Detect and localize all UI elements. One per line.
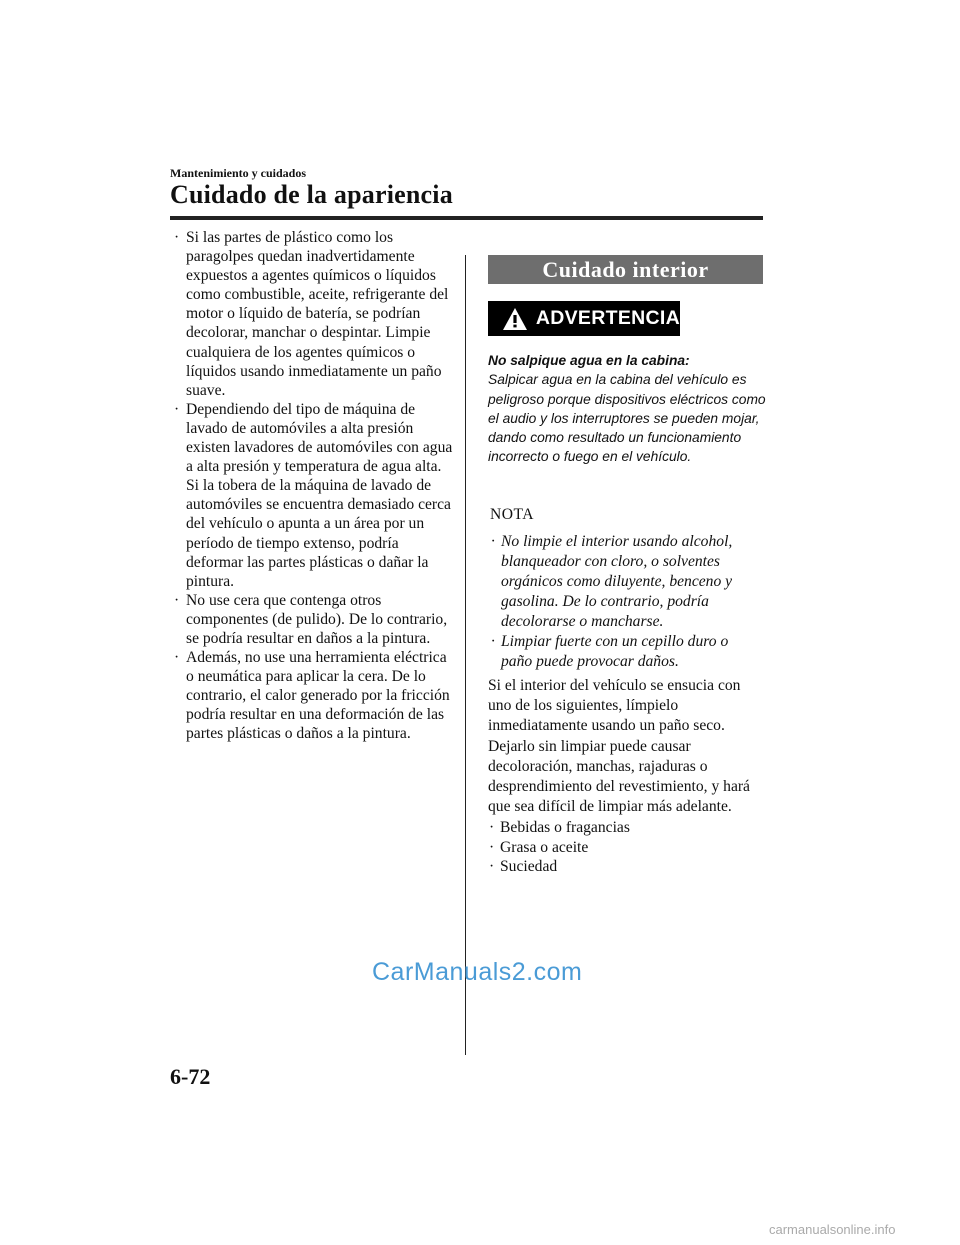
section-banner: Cuidado interior: [488, 255, 763, 284]
warning-badge: [488, 301, 680, 336]
bullet-icon: ·: [489, 858, 495, 875]
bullet-icon: ·: [174, 400, 180, 418]
bullet-icon: ·: [489, 819, 495, 836]
list-item: · Limpiar fuerte con un cepillo duro o paño puede provocar daños.: [491, 633, 729, 670]
list-item: · Suciedad: [489, 858, 558, 875]
bullet-icon: ·: [491, 533, 495, 550]
list-item: · Bebidas o fragancias: [489, 819, 630, 836]
list-item: · No use cera que contenga otros componentes (de pulido). De lo contrario, se podría resultar en daños a la pintura.: [174, 591, 448, 647]
interior-paragraph: Si el interior del vehículo se ensucia con uno de los siguientes, límpielo inmediatamente usando un paño seco. Dejarlo sin limpiar puede causar decoloración, manchas, rajaduras o desprendimiento del revestimiento, y hará que sea difícil de limpiar más adelante.: [488, 677, 750, 816]
warning-label: ADVERTENCIA: [535, 307, 680, 329]
soil-list: [488, 818, 758, 877]
warning-text: [488, 351, 766, 467]
page-title: Cuidado de la apariencia: [170, 180, 453, 209]
bullet-icon: ·: [491, 633, 495, 650]
column-divider: [465, 255, 466, 1055]
list-item: · Si las partes de plástico como los paragolpes quedan inadvertidamente expuestos a agentes químicos o líquidos como combustible, aceite, refrigerante del motor o líquido de batería, se podrían decolorar, manchar o despintar. Limpie cualquiera de los agentes químicos o líquidos usando inmediatamente un paño suave.: [174, 229, 449, 399]
footer-url: carmanualsonline.info: [769, 1222, 896, 1237]
left-column: [172, 228, 457, 744]
list-item: · Grasa o aceite: [489, 838, 589, 856]
list-item: · Además, no use una herramienta eléctrica o neumática para aplicar la cera. De lo contrario, el calor generado por la fricción podría resultar en una deformación de las partes plásticas o daños a la pintura.: [174, 649, 450, 743]
bullet-icon: ·: [174, 649, 180, 667]
bullet-icon: ·: [174, 591, 180, 609]
note-label: NOTA: [490, 506, 535, 523]
warning-heading: No salpique agua en la cabina:: [488, 353, 690, 368]
bullet-icon: ·: [174, 229, 180, 246]
list-item: · No limpie el interior usando alcohol, blanqueador con cloro, o solventes orgánicos como diluyente, benceno y gasolina. De lo contrario, podría decolorarse o mancharse.: [491, 533, 733, 630]
section-label: Mantenimiento y cuidados: [170, 166, 307, 180]
warning-triangle-icon: [502, 306, 529, 332]
bullet-icon: ·: [489, 838, 495, 856]
title-rule: [170, 216, 763, 220]
page-number: 6-72: [170, 1064, 211, 1089]
note-list: [490, 532, 760, 672]
list-item: · Dependiendo del tipo de máquina de lavado de automóviles a alta presión existen lavadores de automóviles con agua a alta presión y temperatura de agua alta. Si la tobera de la máquina de lavado de automóviles se encuentra demasiado cerca del vehículo o apunta a un área por un período de tiempo extenso, podría deformar las partes plásticas o dañar la pintura.: [174, 400, 453, 590]
warning-body: Salpicar agua en la cabina del vehículo es peligroso porque dispositivos eléctricos como el audio y los interruptores se pueden mojar, dando como resultado un funcionamiento incorrecto o fuego en el vehículo.: [488, 372, 766, 465]
watermark: CarManuals2.com: [372, 958, 583, 986]
